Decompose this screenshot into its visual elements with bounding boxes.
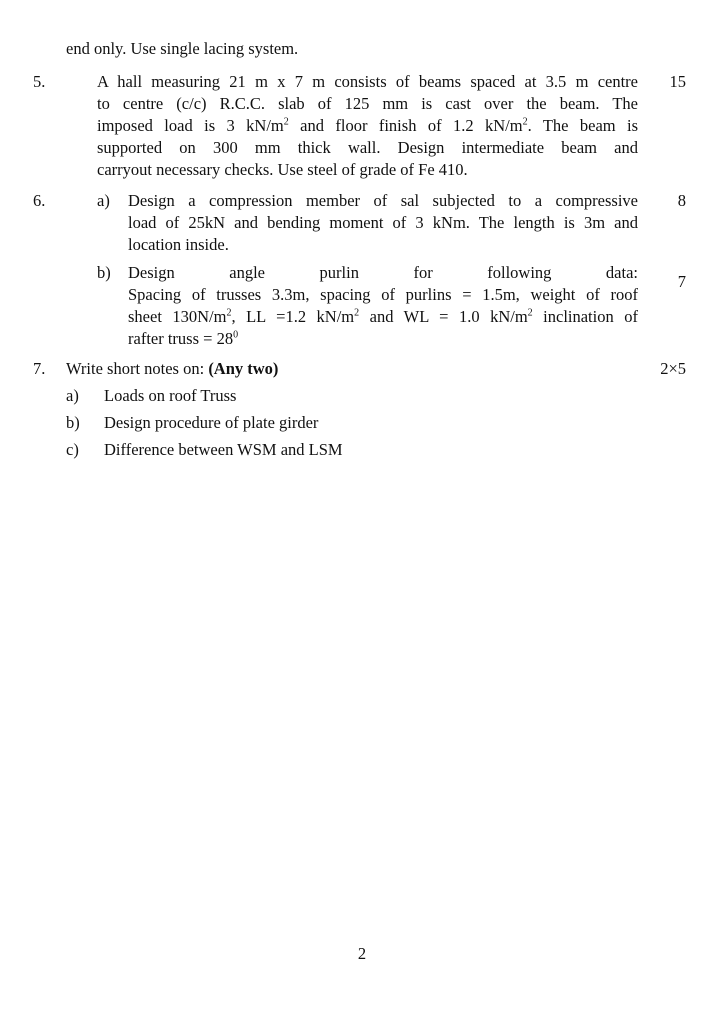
q7-item-b-label: b): [66, 413, 80, 432]
q6b-line: Spacing of trusses 3.3m, spacing of purlins = 1.5m, weight of roof: [128, 285, 638, 304]
q7-number: 7.: [33, 359, 46, 378]
q5-line: carryout necessary checks. Use steel of grade of Fe 410.: [97, 160, 468, 179]
q7-item-a-text: Loads on roof Truss: [104, 386, 237, 405]
q6a-line: Design a compression member of sal subjected to a compressive: [128, 191, 638, 210]
q7-item-a-label: a): [66, 386, 79, 405]
q6b-line: sheet $130N/m^2$, LL =1.2 $kN/m^2$ and WL = 1.0 $kN/m^2$ inclination of: [128, 307, 638, 326]
q7-item-c-label: c): [66, 440, 79, 459]
q7-marks: 2×5: [660, 359, 686, 378]
q5-line: A hall measuring 21 m x 7 m consists of beams spaced at 3.5 m centre: [97, 72, 638, 91]
q7-heading: Write short notes on: (Any two): [66, 359, 279, 378]
q7-item-b-text: Design procedure of plate girder: [104, 413, 319, 432]
q6b-marks: 7: [677, 272, 686, 291]
q6b-body: [128, 262, 638, 350]
q7-item-c-text: Difference between WSM and LSM: [104, 440, 343, 459]
q5-marks: 15: [669, 72, 686, 91]
q6b-line: Design angle purlin for following data:: [128, 263, 638, 282]
q6a-line: location inside.: [128, 235, 229, 254]
q6a-body: [128, 190, 638, 256]
q6a-marks: 8: [677, 191, 686, 210]
page-number: 2: [357, 944, 367, 963]
q5-number: 5.: [33, 72, 46, 91]
q5-body: [97, 71, 638, 181]
q6b-line: rafter truss = $28^0$: [128, 329, 239, 348]
q5-line: to centre (c/c) R.C.C. slab of 125 mm is cast over the beam. The: [97, 94, 638, 113]
q6a-label: a): [97, 191, 110, 210]
q6a-line: load of 25kN and bending moment of 3 kNm. The length is 3m and: [128, 213, 638, 232]
q5-line: supported on 300 mm thick wall. Design intermediate beam and: [97, 138, 638, 157]
q6b-label: b): [97, 263, 111, 282]
continuation-text: end only. Use single lacing system.: [66, 39, 299, 58]
q6-number: 6.: [33, 191, 46, 210]
q5-line: imposed load is 3 $kN/m^2$ and floor finish of 1.2 $kN/m^2$. The beam is: [97, 116, 639, 135]
